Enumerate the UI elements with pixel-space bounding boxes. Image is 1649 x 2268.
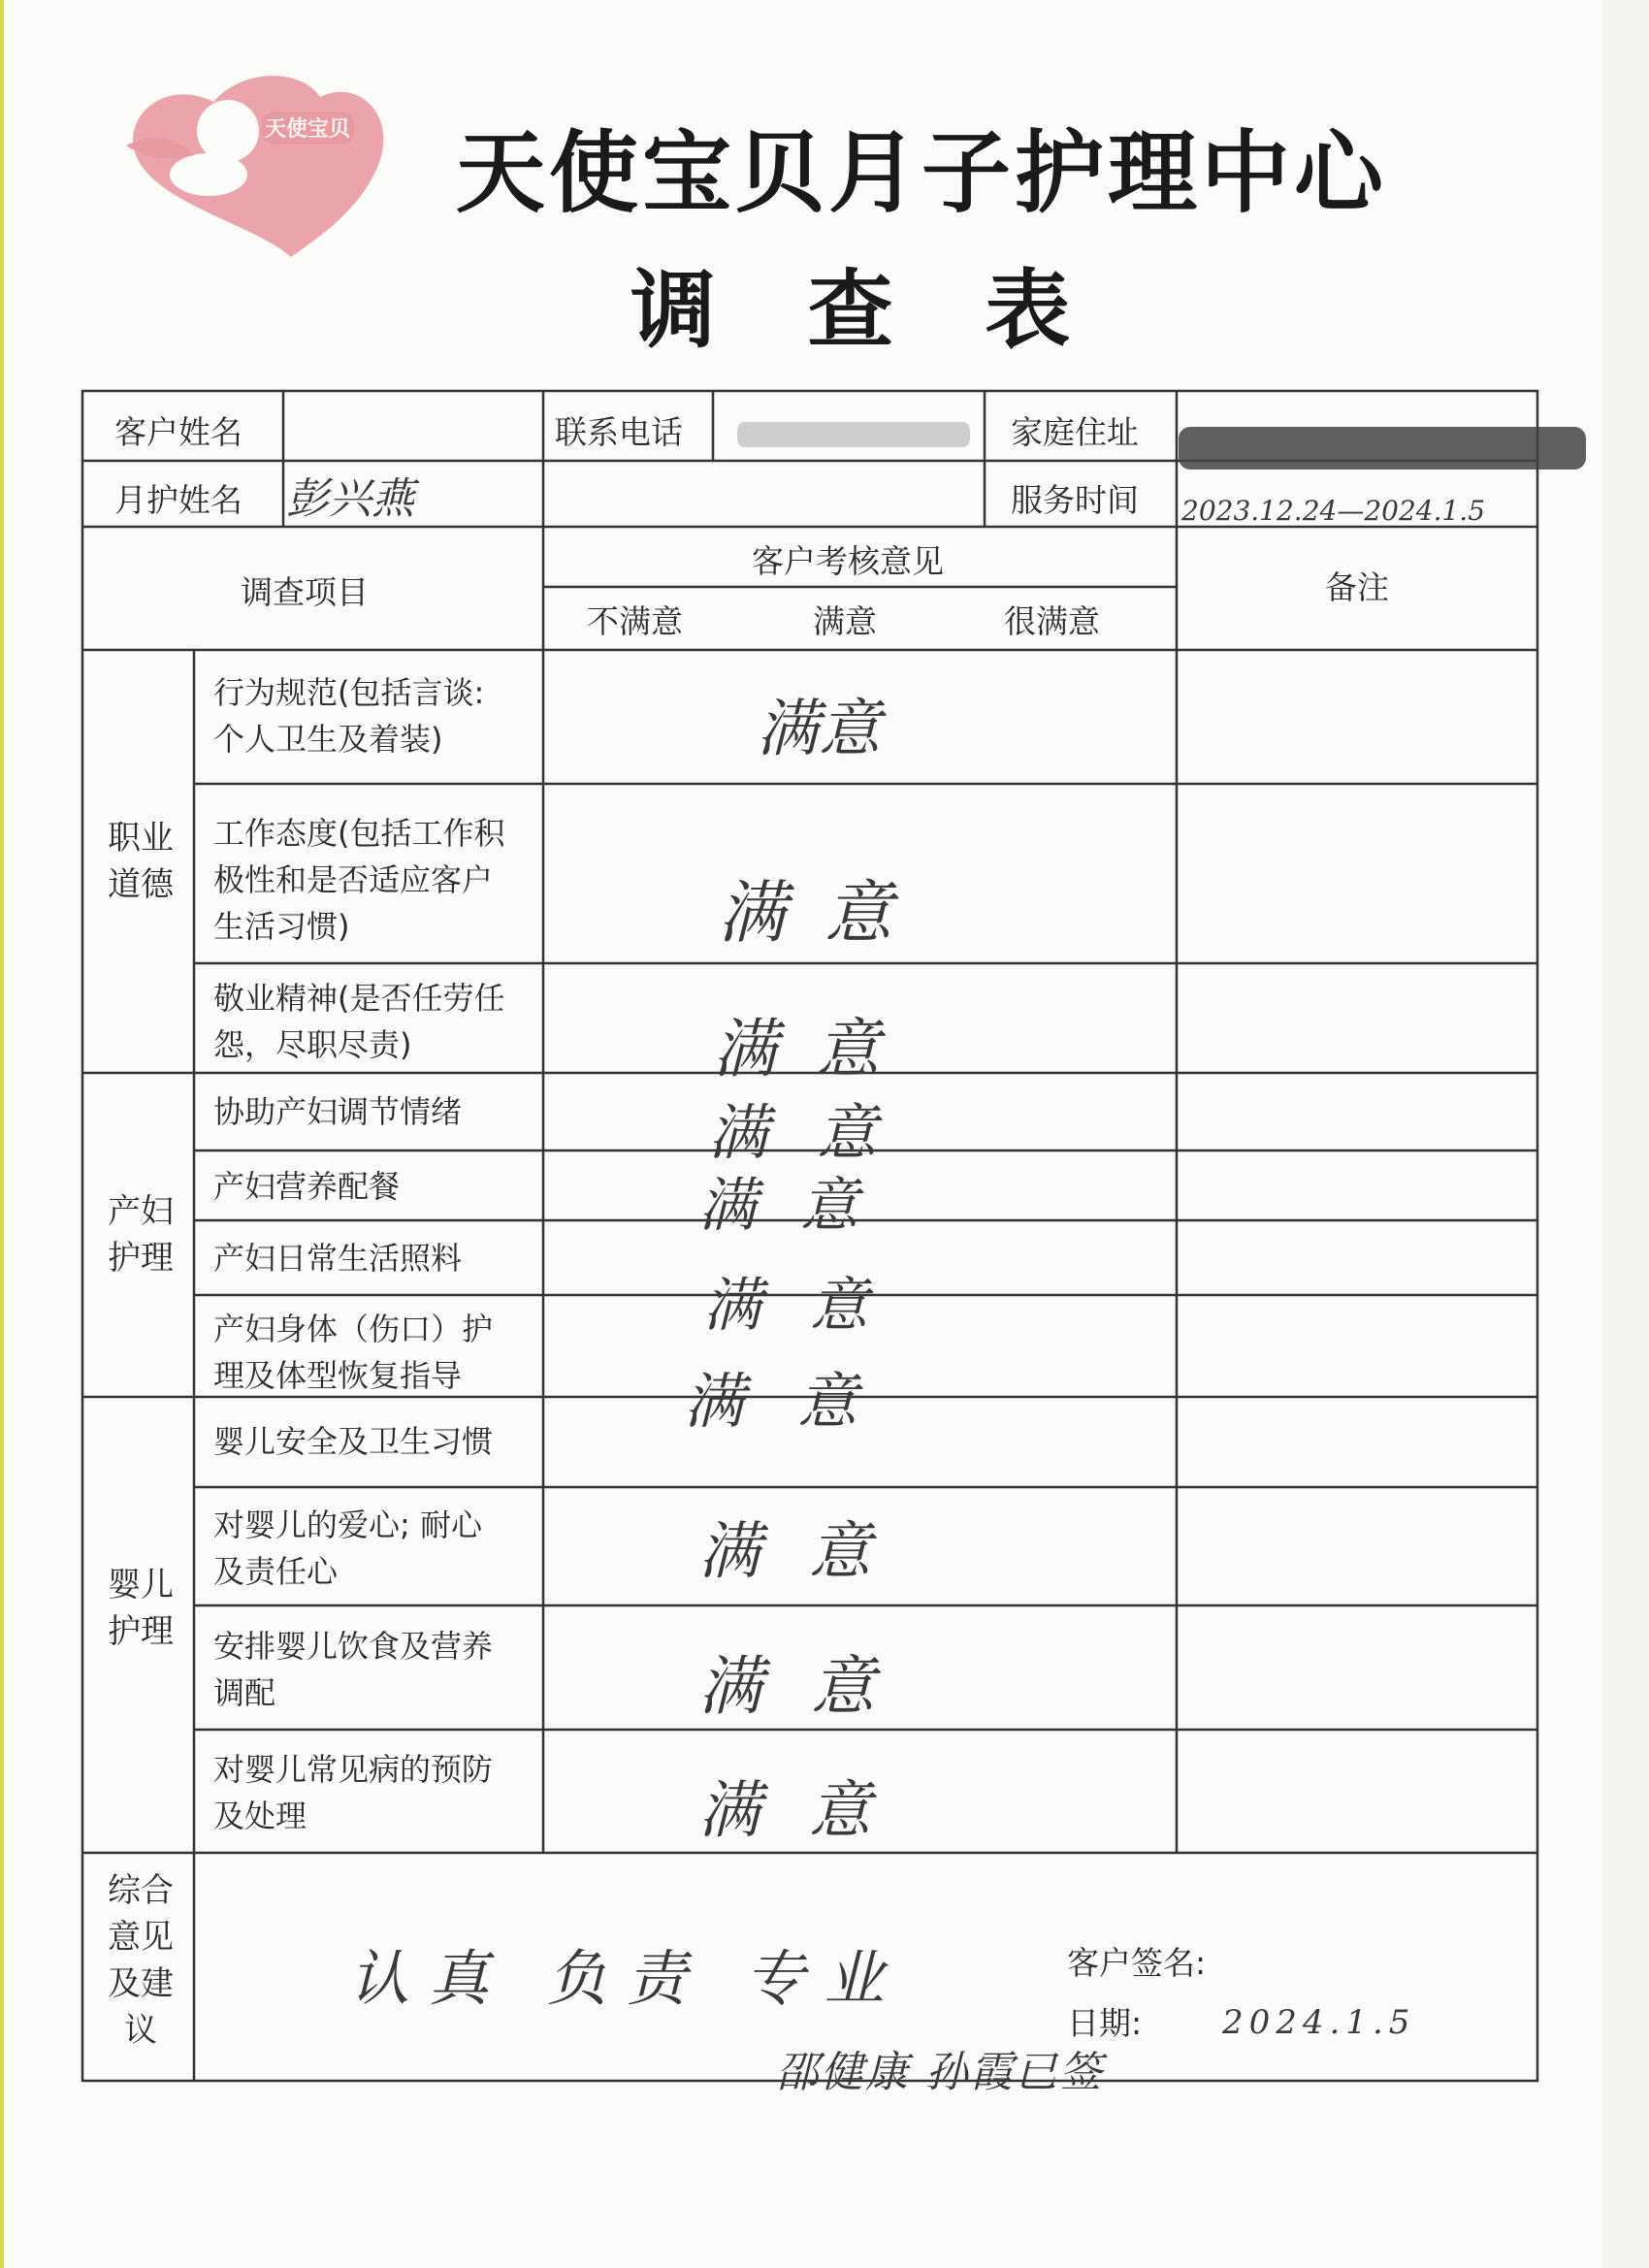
signature-label: 客户签名: xyxy=(1067,1944,1207,1982)
rating-baby-diet[interactable]: 满意 xyxy=(698,1649,923,1724)
row-item-recovery: 产妇身体（伤口）护 理及体型恢复指导 xyxy=(213,1311,494,1394)
service-time-value[interactable]: 2023.12.24—2024.1.5 xyxy=(1181,495,1486,527)
row-item-baby-safety: 婴儿安全及卫生习惯 xyxy=(213,1423,494,1460)
date-value[interactable]: 2024.1.5 xyxy=(1222,2003,1416,2042)
row-item-attitude: 工作态度(包括工作积 极性和是否适应客户 生活习惯) xyxy=(213,815,505,945)
document-title: 天使宝贝月子护理中心 xyxy=(456,121,1388,225)
document-subtitle: 调 查 表 xyxy=(630,260,1102,360)
rating-daily-care[interactable]: 满意 xyxy=(703,1272,917,1340)
very-satisfied-header: 很满意 xyxy=(1004,602,1100,640)
row-item-baby-illness: 对婴儿常见病的预防 及处理 xyxy=(213,1751,494,1834)
rating-baby-illness[interactable]: 满意 xyxy=(698,1775,920,1847)
row-item-baby-diet: 安排婴儿饮食及营养 调配 xyxy=(213,1628,494,1711)
rating-conduct[interactable]: 满意 xyxy=(757,694,881,765)
opinion-header: 客户考核意见 xyxy=(752,542,944,580)
group-baby-care: 婴儿 护理 xyxy=(108,1566,174,1651)
comment-label: 综合 意见 及建 议 xyxy=(108,1871,174,2050)
address-redacted xyxy=(1179,427,1586,470)
dissatisfied-header: 不满意 xyxy=(587,602,683,640)
customer-name-label: 客户姓名 xyxy=(114,413,242,451)
rating-recovery[interactable]: 满意 xyxy=(684,1366,912,1437)
logo-text: 天使宝贝 xyxy=(264,117,351,142)
row-item-baby-love: 对婴儿的爱心; 耐心 及责任心 xyxy=(213,1507,482,1590)
satisfied-header: 满意 xyxy=(813,602,877,640)
rating-baby-love[interactable]: 满意 xyxy=(698,1516,920,1588)
phone-redacted xyxy=(737,422,970,447)
row-item-conduct: 行为规范(包括言谈: 个人卫生及着装) xyxy=(213,674,485,758)
row-item-daily-care: 产妇日常生活照料 xyxy=(213,1240,463,1277)
group-professional-ethics: 职业 道德 xyxy=(108,819,174,904)
address-label: 家庭住址 xyxy=(1011,413,1139,451)
nurse-name-label: 月护姓名 xyxy=(114,481,242,519)
rating-attitude[interactable]: 满意 xyxy=(718,873,931,953)
row-item-dedication: 敬业精神(是否任劳任 怨，尽职尽责) xyxy=(213,980,505,1063)
signature-value[interactable]: 邵健康 孙霞已签 xyxy=(776,2048,1104,2097)
rating-nutrition[interactable]: 满意 xyxy=(698,1172,902,1240)
remarks-header: 备注 xyxy=(1325,568,1389,606)
survey-item-header: 调查项目 xyxy=(241,573,369,611)
date-label: 日期: xyxy=(1067,2004,1143,2042)
rating-dedication[interactable]: 满意 xyxy=(713,1012,919,1086)
phone-label: 联系电话 xyxy=(555,413,683,451)
comment-value[interactable]: 认真 负责 专业 xyxy=(349,1943,904,2014)
group-mother-care: 产妇 护理 xyxy=(108,1192,174,1278)
service-time-label: 服务时间 xyxy=(1011,481,1139,519)
row-item-emotion: 协助产妇调节情绪 xyxy=(213,1093,463,1130)
rating-emotion[interactable]: 满意 xyxy=(708,1097,926,1168)
row-item-nutrition: 产妇营养配餐 xyxy=(213,1168,401,1205)
nurse-name-value[interactable]: 彭兴燕 xyxy=(286,474,414,524)
